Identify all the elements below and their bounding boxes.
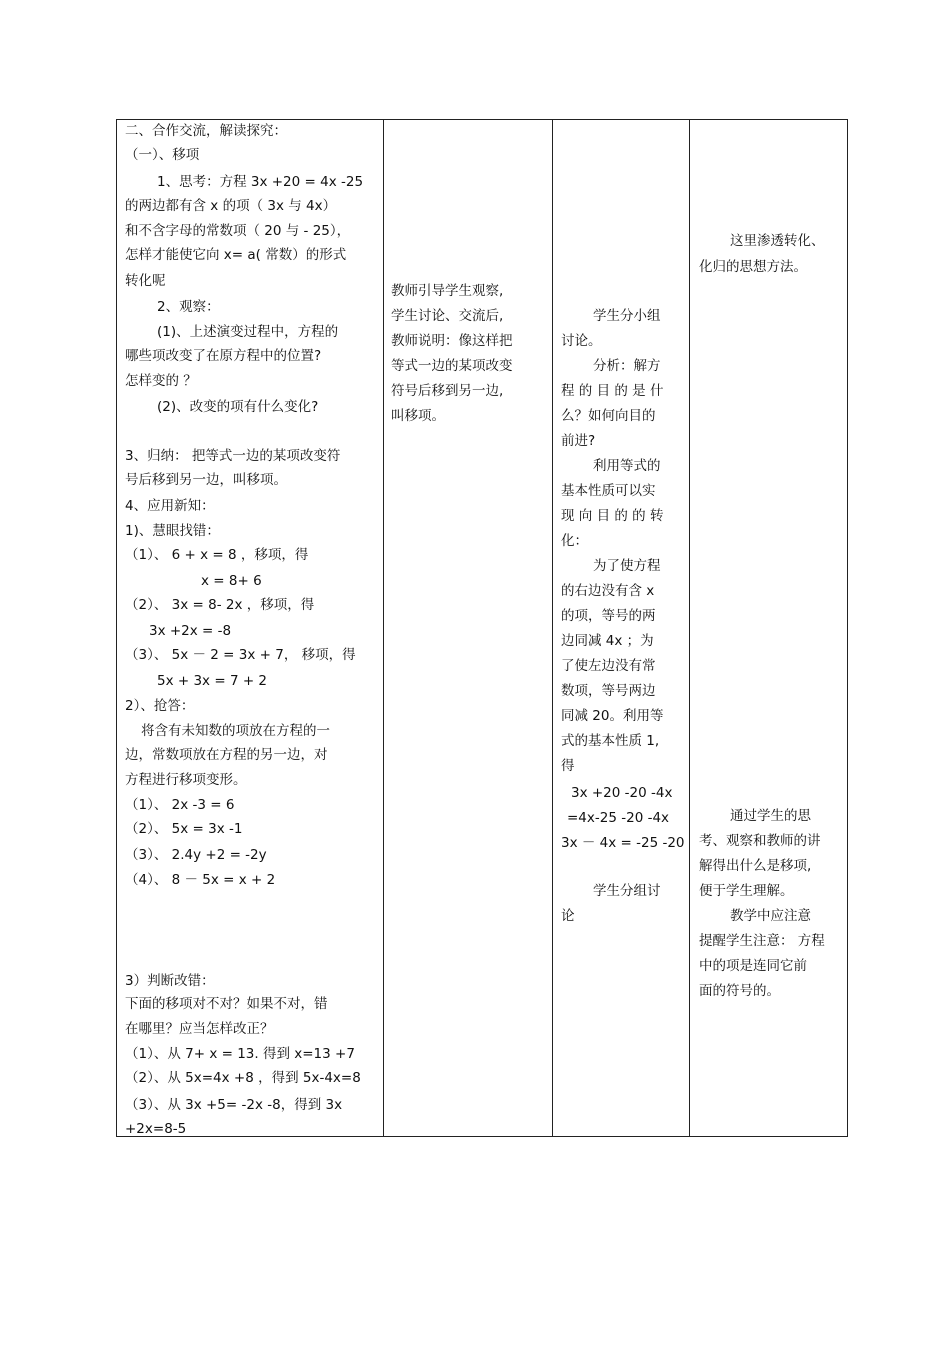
text-line: 的右边没有含 x [561,583,655,599]
exercise-item: （3）、 2.4y +2 = -2y [125,847,267,863]
exercise-item: （2）、从 5x=4x +8 ，得到 5x-4x=8 [125,1070,361,1086]
text-line: 教师引导学生观察, [391,283,504,299]
text-line: 提醒学生注意： 方程 [699,933,825,949]
text-line: 1)、慧眼找错： [125,523,220,539]
exercise-item: （2）、 3x = 8- 2x ，移项，得 [125,597,315,613]
text-line: 教师说明：像这样把 [391,333,513,349]
text-line: 便于学生理解。 [699,883,794,899]
text-line: 式的基本性质 1, [561,733,660,749]
student-activity-column [553,120,689,1136]
text-line: 等式一边的某项改变 [391,358,513,374]
exercise-item: （3）、 5x － 2 = 3x + 7， 移项，得 [125,647,356,663]
text-line: 学生讨论、交流后, [391,308,504,324]
text-line: 号后移到另一边，叫移项。 [125,472,287,488]
content-column [117,120,383,1136]
exercise-item: +2x=8-5 [125,1121,187,1137]
teacher-activity-column [384,120,552,1136]
text-line: 方程进行移项变形。 [125,772,247,788]
text-line: 叫移项。 [391,408,445,424]
text-line: 怎样变的 ？ [125,373,197,389]
text-line: 化归的思想方法。 [699,259,807,275]
text-line: 基本性质可以实 [561,483,656,499]
text-line: 边同减 4x ；为 [561,633,654,649]
text-line: 3、归纳： 把等式一边的某项改变符 [125,448,341,464]
exercise-item: （4）、 8 － 5x = x + 2 [125,872,276,888]
text-line: 考、观察和教师的讲 [699,833,821,849]
text-line: 解得出什么是移项, [699,858,812,874]
exercise-item: （1）、从 7+ x = 13. 得到 x=13 +7 [125,1046,355,1062]
text-line: 4、应用新知： [125,498,215,514]
exercise-item: （2）、 5x = 3x -1 [125,821,243,837]
text-line: 么？如何向目的 [561,408,656,424]
text-line: (2)、改变的项有什么变化? [157,399,319,415]
text-line: 3）判断改错： [125,973,215,989]
exercise-result: 5x + 3x = 7 + 2 [157,673,268,689]
text-line: 得 [561,758,575,774]
text-line: 利用等式的 [593,458,661,474]
exercise-item: （1）、 2x -3 = 6 [125,797,235,813]
text-line: 边，常数项放在方程的另一边，对 [125,747,328,763]
text-line: 中的项是连同它前 [699,958,807,974]
exercise-result: 3x +2x = -8 [149,623,232,639]
lesson-table [116,119,848,1137]
text-line: 分析：解方 [593,358,661,374]
text-line: 前进? [561,433,596,449]
text-line: 的两边都有含 x 的项（ 3x 与 4x） [125,198,337,214]
equation-line: 3x － 4x = -25 -20 [561,835,685,851]
text-line: 讨论。 [561,333,602,349]
text-line: 现 向 目 的 的 转 [561,508,664,524]
text-line: 将含有未知数的项放在方程的一 [141,723,330,739]
text-line: 符号后移到另一边, [391,383,504,399]
equation-line: 3x +20 -20 -4x [571,785,673,801]
equation-line: =4x-25 -20 -4x [567,810,670,826]
text-line: 了使左边没有常 [561,658,656,674]
text-line: 同减 20。利用等 [561,708,664,724]
text-line: 程 的 目 的 是 什 [561,383,664,399]
text-line: 化： [561,533,588,549]
text-line: 2）、抢答： [125,698,195,714]
text-line: 学生分小组 [593,308,661,324]
text-line: 转化呢 [125,273,166,289]
text-line: 哪些项改变了在原方程中的位置? [125,348,322,364]
exercise-item: （3）、从 3x +5= -2x -8，得到 3x [125,1097,343,1113]
subsection-heading: （一）、移项 [125,147,200,163]
text-line: 的项，等号的两 [561,608,656,624]
text-line: 2、观察： [157,299,220,315]
text-line: 面的符号的。 [699,983,780,999]
text-line: 论 [561,908,575,924]
text-line: 1、思考：方程 3x +20 = 4x -25 [157,174,364,190]
text-line: 学生分组讨 [593,883,661,899]
text-line: 教学中应注意 [730,908,811,924]
text-line: 在哪里？应当怎样改正？ [125,1021,274,1037]
design-intent-column [690,120,847,1136]
text-line: 这里渗透转化、 [730,233,825,249]
section-heading: 二、合作交流，解读探究： [125,123,287,139]
text-line: 怎样才能使它向 x= a( 常数）的形式 [125,247,347,263]
text-line: 和不含字母的常数项（ 20 与 - 25）， [125,223,351,239]
exercise-item: （1）、 6 + x = 8 ，移项，得 [125,547,309,563]
text-line: 数项，等号两边 [561,683,656,699]
text-line: 通过学生的思 [730,808,811,824]
exercise-result: x = 8+ 6 [201,573,262,589]
text-line: (1)、上述演变过程中，方程的 [157,324,339,340]
text-line: 下面的移项对不对？如果不对，错 [125,996,328,1012]
text-line: 为了使方程 [593,558,661,574]
